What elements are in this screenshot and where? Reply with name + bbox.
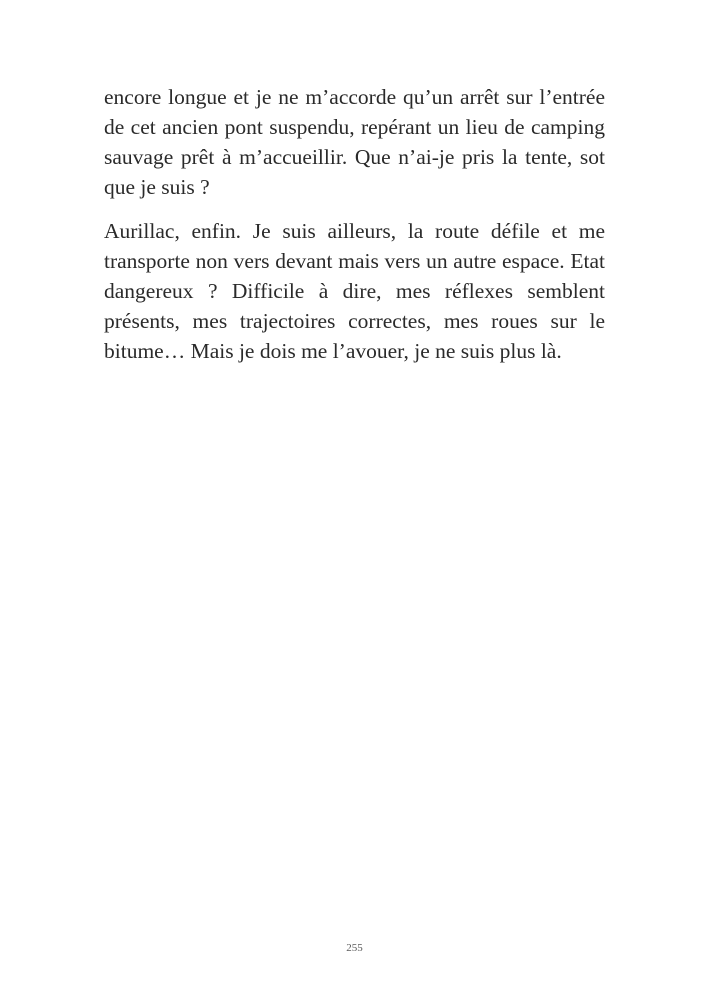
paragraph-2: Aurillac, enfin. Je suis ailleurs, la route défile et me transporte non vers devant mais vers un autre espace. Etat dangereux ? Difficile à dire, mes réflexes semblent présents, mes trajectoires correctes, mes roues sur le bitume… Mais je dois me l’avouer, je ne suis plus là. (104, 219, 605, 363)
body-text (104, 82, 605, 380)
page-number: 255 (346, 942, 363, 954)
paragraph-1: encore longue et je ne m’accorde qu’un arrêt sur l’entrée de cet ancien pont suspendu, repérant un lieu de camping sauvage prêt à m’accueillir. Que n’ai-je pris la tente, sot que je suis ? (104, 85, 605, 199)
